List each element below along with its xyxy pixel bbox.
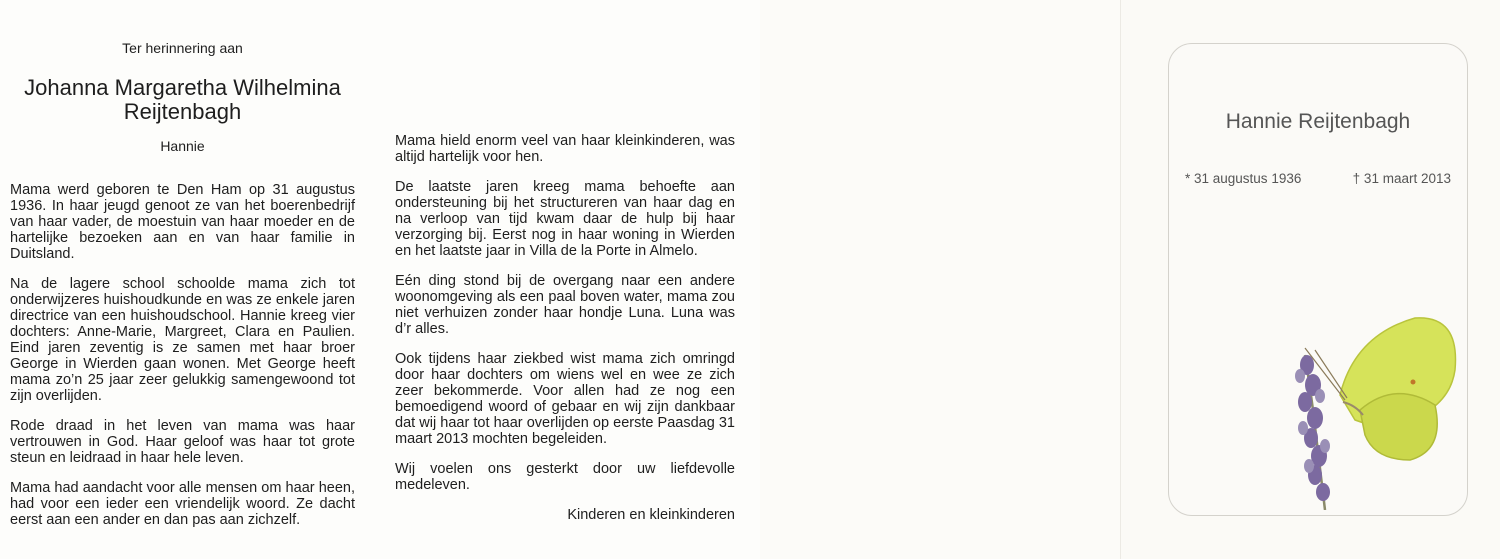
death-date: † 31 maart 2013 — [1352, 171, 1451, 186]
butterfly-lavender-illustration — [1285, 310, 1465, 510]
blank-page — [760, 0, 1120, 559]
paragraph: Rode draad in het leven van mama was haar vertrouwen in God. Haar geloof was haar tot grote steun en leidraad in haar hele leven. — [10, 418, 355, 466]
paragraph: Na de lagere school schoolde mama zich tot onderwijzeres huishoudkunde en was ze enkele jaren directrice van een huishoudschool. Hannie kreeg vier dochters: Anne-Marie, Margreet, Clara en Paulien. Eind jaren zeventig is ze samen met haar broer George in Wierden gaan wonen. Met George heeft mama zo’n 25 jaar zeer gelukkig samengewoond tot zijn overlijden. — [10, 276, 355, 404]
full-name — [10, 76, 355, 124]
paragraph: Eén ding stond bij de overgang naar een andere woonomgeving als een paal boven water, mama zou niet verhuizen zonder haar hondje Luna. Luna was d’r alles. — [395, 273, 735, 337]
signature: Kinderen en kleinkinderen — [567, 507, 735, 523]
paragraph: Mama werd geboren te Den Ham op 31 augustus 1936. In haar jeugd genoot ze van het boerenbedrijf van haar vader, de moestuin van haar moeder en de hartelijke bezoeken aan en van haar familie in Duitsland. — [10, 182, 355, 262]
memory-line: Ter herinnering aan — [122, 40, 243, 56]
left-text-column — [10, 40, 355, 542]
nickname: Hannie — [160, 138, 205, 154]
paragraph: Wij voelen ons gesterkt door uw liefdevolle medeleven. — [395, 461, 735, 493]
full-name-line-1: Johanna Margaretha Wilhelmina — [24, 75, 341, 100]
card-name: Hannie Reijtenbagh — [1225, 110, 1411, 133]
paragraph: Mama had aandacht voor alle mensen om haar heen, had voor een ieder een vriendelijk woord. Ze dacht eerst aan een ander en dan pas aan zichzelf. — [10, 480, 355, 528]
full-name-line-2: Reijtenbagh — [123, 99, 242, 124]
right-text-column — [395, 133, 735, 523]
paragraph: Ook tijdens haar ziekbed wist mama zich omringd door haar dochters om wiens wel en wee ze zich zeer bekommerde. Voor allen had ze nog een bemoedigend woord of gebaar en wij zijn dankbaar dat wij haar tot haar overlijden op eerste Paasdag 31 maart 2013 mochten begeleiden. — [395, 351, 735, 447]
paragraph: Mama hield enorm veel van haar kleinkinderen, was altijd hartelijk voor hen. — [395, 133, 735, 165]
birth-date: * 31 augustus 1936 — [1185, 171, 1302, 186]
paragraph: De laatste jaren kreeg mama behoefte aan ondersteuning bij het structureren van haar dag en na verloop van tijd kwam daar de hulp bij haar verzorging bij. Eerst nog in haar woning in Wierden en het laatste jaar in Villa de la Porte in Almelo. — [395, 179, 735, 259]
